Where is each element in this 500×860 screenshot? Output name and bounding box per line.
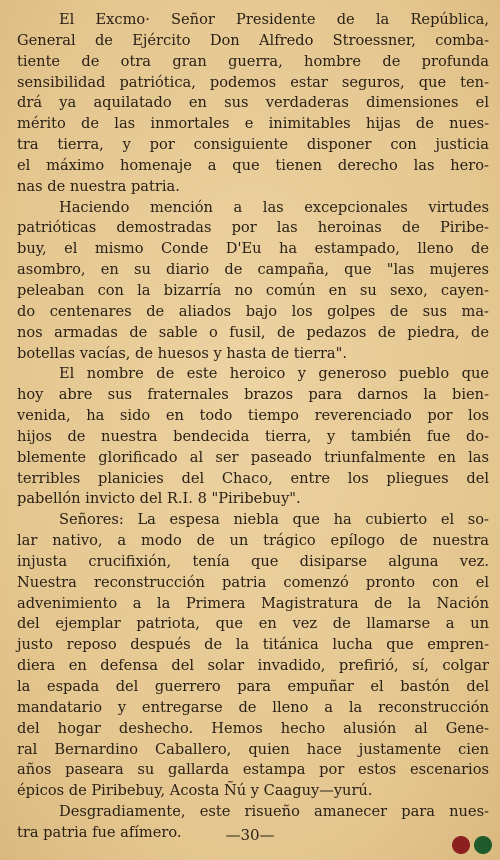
text-line: hoy abre sus fraternales brazos para darnos la bien- (17, 386, 489, 404)
text-line: Señores: La espesa niebla que ha cubierto el so- (59, 511, 489, 529)
text-line: El nombre de este heroico y generoso pueblo que (59, 365, 489, 383)
text-line: venida, ha sido en todo tiempo reverenciado por los (17, 407, 489, 425)
text-line: terribles planicies del Chaco, entre los pliegues del (17, 469, 489, 487)
text-line: injusta crucifixión, tenía que disiparse alguna vez. (17, 552, 489, 570)
text-line: nos armadas de sable o fusil, de pedazos de piedra, de (17, 323, 489, 341)
text-line: pabellón invicto del R.I. 8 "Piribebuy". (17, 490, 301, 508)
text-line: drá ya aquilatado en sus verdaderas dimensiones el (17, 94, 489, 112)
text-line: General de Ejército Don Alfredo Stroessner, comba- (17, 31, 489, 49)
text-line: diera en defensa del solar invadido, prefirió, sí, colgar (17, 657, 489, 675)
text-line: el máximo homenaje a que tienen derecho las hero- (17, 156, 489, 174)
document-body (17, 10, 489, 844)
text-line: advenimiento a la Primera Magistratura de la Nación (17, 594, 489, 612)
text-line: Haciendo mención a las excepcionales virtudes (59, 198, 489, 216)
page-number: —30— (225, 826, 275, 844)
text-line: años paseara su gallarda estampa por estos escenarios (17, 761, 489, 779)
text-line: El Excmo· Señor Presidente de la República, (59, 11, 489, 28)
text-line: hijos de nuestra bendecida tierra, y también fue do- (17, 427, 489, 445)
text-line: sensibilidad patriótica, podemos estar seguros, que ten- (17, 73, 489, 91)
text-line: do centenares de aliados bajo los golpes de sus ma- (17, 302, 489, 320)
text-line: asombro, en su diario de campaña, que "las mujeres (17, 261, 489, 279)
text-line: del hogar deshecho. Hemos hecho alusión al Gene- (17, 719, 489, 737)
text-line: mandatario y entregarse de lleno a la reconstrucción (17, 698, 489, 716)
text-line: del ejemplar patriota, que en vez de llamarse a un (17, 615, 489, 633)
text-line: justo reposo después de la titánica lucha que empren- (17, 636, 489, 654)
red-dot-icon (452, 836, 470, 854)
text-line: lar nativo, a modo de un trágico epílogo de nuestra (17, 532, 489, 550)
text-line: épicos de Piribebuy, Acosta Ñú y Caaguy—yurú. (17, 782, 373, 800)
text-line: tra tierra, y por consiguiente disponer con justicia (17, 136, 489, 154)
text-line: blemente glorificado al ser paseado triunfalmente en las (17, 448, 489, 466)
text-line: tra patria fue afímero. (17, 823, 182, 841)
text-line: Desgradiamente, este risueño amanecer para nues- (59, 803, 489, 821)
text-line: peleaban con la bizarría no común en su sexo, cayen- (17, 281, 489, 299)
text-line: la espada del guerrero para empuñar el bastón del (17, 678, 489, 695)
two-color-dot-logo-icon (450, 834, 496, 856)
text-line: mérito de las inmortales e inimitables hijas de nues- (17, 115, 489, 133)
text-line: ral Bernardino Caballero, quien hace justamente cien (17, 740, 489, 758)
green-dot-icon (474, 836, 492, 854)
text-line: botellas vacías, de huesos y hasta de tierra". (17, 344, 347, 362)
text-line: patrióticas demostradas por las heroinas de Piribe- (17, 219, 489, 237)
text-line: tiente de otra gran guerra, hombre de profunda (17, 52, 489, 70)
text-line: buy, el mismo Conde D'Eu ha estampado, lleno de (17, 240, 489, 258)
text-line: Nuestra reconstrucción patria comenzó pronto con el (17, 573, 489, 591)
text-line: nas de nuestra patria. (17, 177, 180, 195)
